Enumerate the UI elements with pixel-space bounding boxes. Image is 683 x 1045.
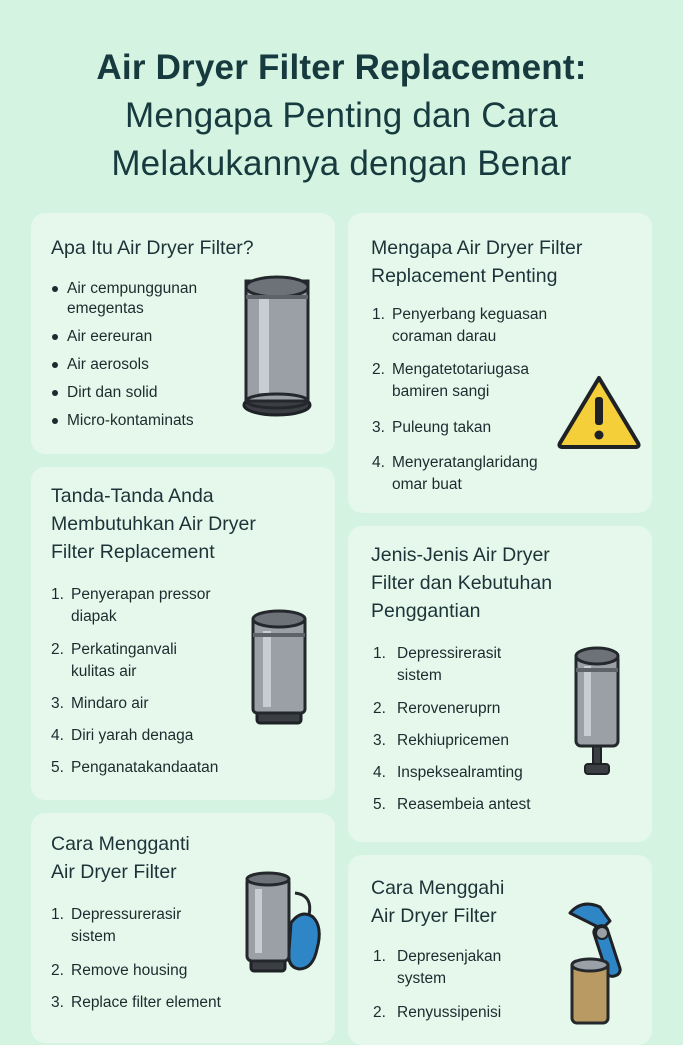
filter-with-glove-icon — [243, 871, 325, 977]
list-item: 4. Inspeksealramting — [373, 764, 523, 781]
list-item: 3. Puleung takan — [372, 419, 492, 436]
list-item: Air cempunggunan emegentas — [51, 279, 251, 327]
list-item: 1. Penyerapan pressor diapak — [51, 586, 211, 625]
card-why-heading: Mengapa Air Dryer Filter Replacement Penting — [371, 237, 583, 287]
list-item: 4. Diri yarah denaga — [51, 727, 194, 744]
what-list — [51, 279, 251, 439]
list-item: 4. Menyeratanglaridang omar buat — [372, 454, 538, 493]
list-item: 1. Depressurerasir sistem — [51, 906, 182, 945]
list-item: 3. Mindaro air — [51, 695, 149, 712]
filter-cartridge-icon — [249, 607, 311, 729]
list-item: 5. Penganatakandaatan — [51, 759, 219, 776]
list-item: 2. Remove housing — [51, 962, 188, 979]
list-item: 2. Perkatinganvali kulitas air — [51, 641, 177, 680]
card-how-to-replace-2 — [348, 855, 652, 1045]
card-how2-heading: Cara Menggahi Air Dryer Filter — [371, 877, 505, 927]
list-item: 3. Replace filter element — [51, 994, 221, 1011]
list-item: 1. Depresenjakan system — [373, 948, 502, 987]
card-signs — [31, 467, 335, 800]
page-title — [0, 44, 683, 188]
card-how1-heading: Cara Mengganti Air Dryer Filter — [51, 833, 190, 883]
card-types — [348, 526, 652, 842]
card-how-to-replace — [31, 813, 335, 1043]
title-line-3: Melakukannya dengan Benar — [111, 144, 572, 183]
warning-triangle-icon — [556, 373, 642, 449]
list-item: 1. Depressirerasit sistem — [373, 645, 502, 684]
wrench-canister-icon — [562, 899, 634, 1029]
signs-list — [51, 584, 261, 789]
list-item: Micro-kontaminats — [51, 411, 251, 439]
how2-list — [373, 946, 573, 1034]
types-list — [373, 643, 583, 826]
card-types-heading: Jenis-Jenis Air Dryer Filter dan Kebutuhan Penggantian — [371, 544, 553, 622]
card-why-important — [348, 213, 652, 513]
list-item: Air aerosols — [51, 355, 251, 383]
list-item: 2. Reroveneruprn — [373, 700, 501, 717]
card-signs-heading: Tanda-Tanda Anda Membutuhkan Air Dryer Filter Replacement — [51, 485, 256, 563]
list-item: Air eereuran — [51, 327, 251, 355]
card-what-heading: Apa Itu Air Dryer Filter? — [51, 237, 254, 259]
list-item: 2. Mengatetotariugasa bamiren sangi — [372, 361, 530, 400]
how1-list — [51, 904, 271, 1024]
title-line-2: Mengapa Penting dan Cara — [125, 96, 558, 135]
card-what-is-filter — [31, 213, 335, 454]
why-list — [372, 304, 582, 500]
list-item: 3. Rekhiupricemen — [373, 732, 509, 749]
list-item: 2. Renyussipenisi — [373, 1004, 502, 1021]
filter-cartridge-icon — [239, 273, 321, 423]
list-item: 1. Penyerbang keguasan coraman darau — [372, 306, 548, 345]
list-item: 5. Reasembeia antest — [373, 796, 531, 813]
list-item: Dirt dan solid — [51, 383, 251, 411]
title-line-1: Air Dryer Filter Replacement: — [96, 48, 587, 87]
inline-filter-icon — [572, 644, 622, 778]
